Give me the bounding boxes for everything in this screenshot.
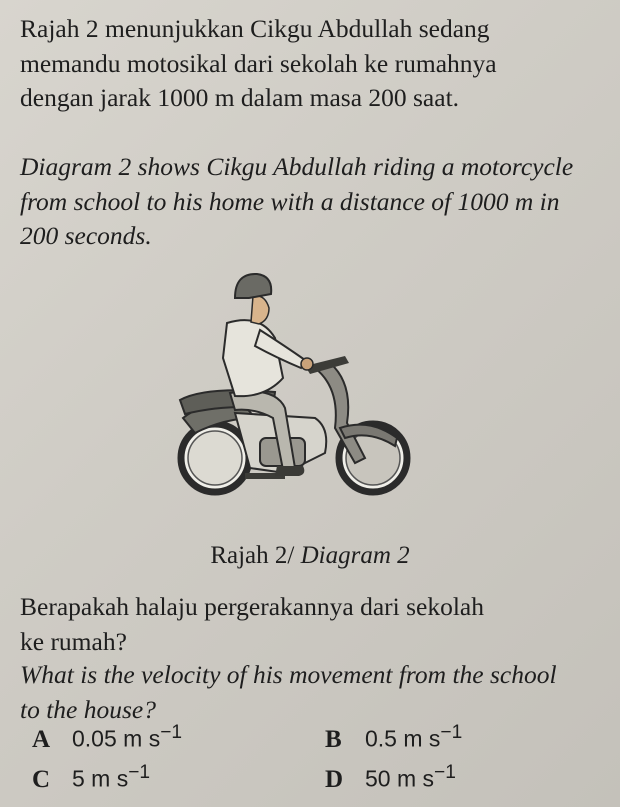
option-value [365,722,462,753]
option-unit-exponent: −1 [440,722,463,743]
option-value [72,762,150,793]
option-letter: C [32,765,51,793]
motorcycle-rider-illustration [165,268,425,508]
option-value [72,722,182,753]
intro-malay-line: Rajah 2 menunjukkan Cikgu Abdullah sedang [20,14,490,43]
caption-malay: Rajah 2/ [210,542,301,569]
question-english-line: to the house? [20,694,156,724]
intro-malay-line: memandu motosikal dari sekolah ke rumahnya [20,48,497,78]
caption-english: Diagram 2 [300,542,410,569]
option-a[interactable] [32,722,182,754]
question-malay [20,590,605,659]
option-letter: D [325,765,344,793]
option-unit-exponent: −1 [434,762,456,783]
option-unit-exponent: −1 [128,762,151,783]
question-english [20,658,605,727]
question-english-line: What is the velocity of his movement from the school [20,660,557,689]
intro-malay-line: dengan jarak 1000 m dalam masa 200 saat. [20,83,460,112]
option-letter: A [32,725,51,753]
intro-english-line: 200 seconds. [20,221,152,250]
option-unit-exponent: −1 [160,722,183,743]
motorcycle-rider-drawing [165,268,425,508]
intro-english-line: Diagram 2 shows Cikgu Abdullah riding a motorcycle [20,152,574,181]
option-value [365,762,456,793]
figure-caption [0,542,620,570]
question-malay-line: Berapakah halaju pergerakannya dari sekolah [20,592,484,621]
option-d[interactable] [325,762,456,794]
option-letter: B [325,725,342,753]
intro-malay [20,12,605,116]
option-b[interactable] [325,722,462,754]
option-value-text: 50 m s [365,765,435,792]
option-value-text: 0.5 m s [365,725,441,752]
option-value-text: 5 m s [72,765,129,792]
question-malay-line: ke rumah? [20,626,127,656]
intro-english [20,150,605,254]
intro-english-line: from school to his home with a distance of 1000 m in [20,186,560,216]
option-c[interactable] [32,762,150,794]
option-value-text: 0.05 m s [72,725,161,752]
